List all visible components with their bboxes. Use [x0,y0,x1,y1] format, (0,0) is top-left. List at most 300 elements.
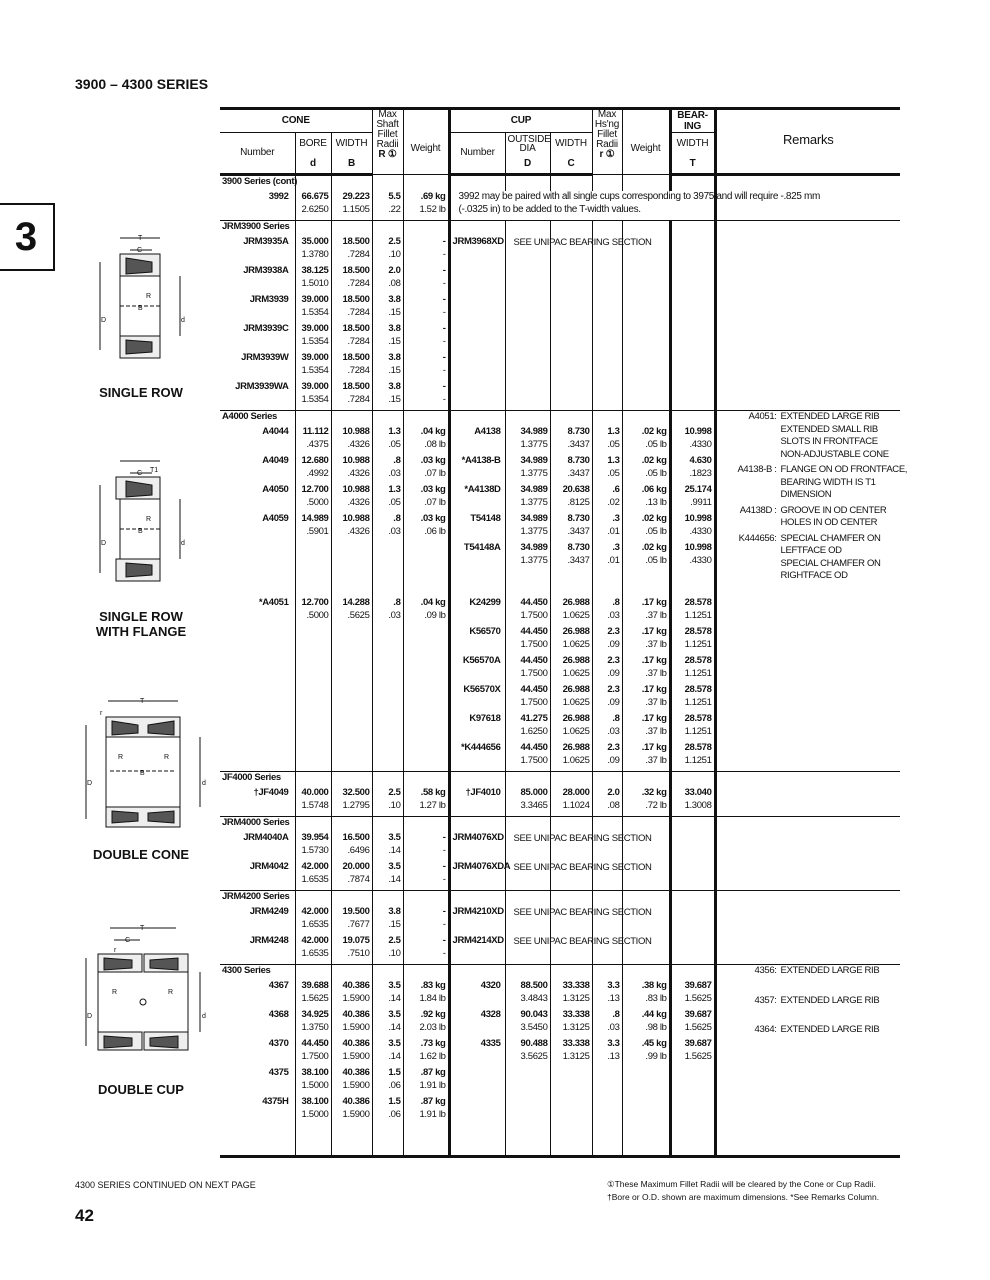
value-cell [670,323,715,352]
value-cell [331,513,372,542]
value-cell [331,426,372,455]
cone-number [220,542,295,571]
imperial-value: .15 [388,306,401,318]
imperial-value: 1.5000 [301,1108,329,1120]
label-line: WITH FLANGE [95,624,187,639]
value-cell [372,191,403,221]
metric-value: 28.578 [684,597,712,608]
metric-value: - [442,323,446,334]
metric-value: - [442,861,446,872]
imperial-value: .14 [388,844,401,856]
metric-value: .45 kg [641,1038,667,1049]
outside-dia-header: OUTSIDE DIA [505,133,550,155]
cup-number [449,381,505,411]
value-cell [670,935,715,965]
value-cell [592,742,622,772]
value-cell [505,655,550,684]
metric-value: 34.989 [520,513,548,524]
imperial-value: 1.1251 [684,667,712,679]
empty-cell [550,772,592,788]
value-cell [622,455,670,484]
value-cell [505,426,550,455]
diagram-letter: d [202,1013,206,1020]
imperial-value: .03 [607,609,620,621]
value-cell [295,455,331,484]
value-cell [550,597,592,626]
diagram-letter: C [137,470,143,477]
metric-value: .58 kg [420,787,446,798]
diagram-letter: d [202,780,206,787]
value-cell [372,323,403,352]
imperial-value: 1.91 lb [419,1079,446,1091]
imperial-value: 1.5900 [342,1079,370,1091]
imperial-value: .7284 [347,248,370,260]
cup-note-cell [505,861,652,891]
imperial-value: 3.3465 [520,799,548,811]
imperial-value: - [442,918,446,930]
metric-value: 40.386 [342,1009,370,1020]
value-cell [550,426,592,455]
empty-cell [449,221,505,237]
value-cell [372,1038,403,1067]
value-cell [505,1067,550,1096]
remark-key: A4051: [748,411,777,422]
remark-item [719,464,908,502]
metric-value: 28.578 [684,713,712,724]
value-cell [592,713,622,742]
metric-value: 42.000 [301,935,329,946]
value-cell [331,1038,372,1067]
metric-value: 1.5 [388,1096,401,1107]
value-cell [372,1067,403,1096]
cone-number: 4368 [268,1009,289,1020]
metric-value: 10.988 [342,455,370,466]
remark-item [719,1024,899,1037]
empty-cell [622,817,670,833]
value-cell [622,980,670,1009]
remark-key: 4356: [754,965,777,976]
metric-value: 3.8 [388,352,401,363]
empty-cell [449,891,505,907]
empty-cell [295,411,331,427]
empty-cell [449,411,505,427]
value-cell [505,381,550,411]
value-cell [670,832,715,861]
value-cell [331,236,372,265]
value-cell [403,323,449,352]
imperial-value: .02 [607,496,620,508]
imperial-value: - [442,277,446,289]
value-cell [403,597,449,626]
metric-value: 2.3 [607,626,620,637]
imperial-value: .09 [607,667,620,679]
cone-number: 4375 [268,1067,289,1078]
imperial-value: 3.4843 [520,992,548,1004]
cone-width-header: WIDTH [331,133,372,155]
empty-cell [670,411,715,427]
remark-text [781,533,881,583]
value-cell [372,542,403,571]
metric-value: 26.988 [562,742,590,753]
series-title: JRM3900 Series [220,221,295,237]
empty-cell [505,817,550,833]
metric-value: 39.000 [301,323,329,334]
value-cell [592,381,622,411]
imperial-value: - [442,873,446,885]
single-row-bearing-diagram [90,232,200,382]
metric-value: .17 kg [641,713,667,724]
value-cell [372,626,403,655]
diagram-letter: R [146,516,152,523]
metric-value: 26.988 [562,626,590,637]
value-cell [372,426,403,455]
bearing-width-symbol: T [670,155,715,175]
value-cell [592,1067,622,1096]
unipac-note: SEE UNIPAC BEARING SECTION [513,862,652,873]
metric-value: 39.688 [301,980,329,991]
imperial-value: .14 [388,873,401,885]
value-cell [592,626,622,655]
cone-number: JRM4042 [249,861,289,872]
value-cell [295,542,331,571]
metric-value: 34.989 [520,426,548,437]
value-cell [331,484,372,513]
value-cell [622,655,670,684]
value-cell [295,832,331,861]
value-cell [505,484,550,513]
metric-value: .92 kg [420,1009,446,1020]
metric-value: 2.5 [388,935,401,946]
imperial-value: .7284 [347,335,370,347]
value-cell [505,1096,550,1125]
value-cell [550,1038,592,1067]
imperial-value: .08 [388,277,401,289]
value-cell [372,655,403,684]
remark-item [719,533,899,583]
value-cell [331,935,372,965]
cup-width-header: WIDTH [550,133,592,155]
value-cell [592,787,622,817]
value-cell [670,265,715,294]
metric-value: .02 kg [641,455,667,466]
empty-cell [550,175,592,192]
metric-value: - [442,265,446,276]
metric-value: 44.450 [520,626,548,637]
metric-value: 28.578 [684,626,712,637]
metric-value: 18.500 [342,236,370,247]
remark-key: K444656: [738,532,777,544]
imperial-value: .37 lb [645,667,667,679]
value-cell [592,455,622,484]
continued-note: 4300 SERIES CONTINUED ON NEXT PAGE [75,1180,256,1190]
imperial-value: .7284 [347,393,370,405]
value-cell [403,265,449,294]
imperial-value: 1.3775 [520,496,548,508]
empty-cell [550,1125,592,1157]
value-cell [372,236,403,265]
value-cell [622,542,670,571]
imperial-value: .7677 [347,918,370,930]
imperial-value: .13 [607,992,620,1004]
remark-line: SPECIAL CHAMFER ON [780,557,881,569]
empty-cell [220,1125,295,1157]
max-shaft-fillet-header [372,109,403,175]
metric-value: 26.988 [562,597,590,608]
imperial-value: .4326 [347,496,370,508]
metric-value: 3.5 [388,1038,401,1049]
imperial-value: 1.1251 [684,638,712,650]
metric-value: 42.000 [301,861,329,872]
remark-item [719,505,899,530]
diagram-label-single-row-flange [71,609,211,639]
value-cell [295,655,331,684]
value-cell [505,626,550,655]
imperial-value: 1.5748 [301,799,329,811]
empty-cell [622,772,670,788]
empty-cell [592,965,622,981]
value-cell [622,426,670,455]
cup-number: K56570 [449,626,505,655]
diagram-letter: d [181,317,185,324]
empty-cell [505,221,550,237]
empty-cell [331,571,372,597]
value-cell [670,294,715,323]
metric-value: 34.925 [301,1009,329,1020]
imperial-value: .3437 [567,467,590,479]
value-cell [331,861,372,891]
value-cell [295,684,331,713]
metric-value: 44.450 [520,742,548,753]
metric-value: 44.450 [520,655,548,666]
metric-value: 2.5 [388,236,401,247]
cone-number: 4375H [262,1096,289,1107]
imperial-value: .3437 [567,438,590,450]
value-cell [331,832,372,861]
metric-value: .87 kg [420,1067,446,1078]
cup-number: *A4138D [449,484,505,513]
value-cell [622,1067,670,1096]
metric-value: 10.998 [684,426,712,437]
imperial-value: 1.3750 [301,1021,329,1033]
series-heading-row [220,411,900,427]
value-cell [331,713,372,742]
imperial-value: .4375 [306,438,329,450]
empty-cell [505,772,550,788]
empty-cell [622,1125,670,1157]
cone-number-header: Number [220,133,295,175]
imperial-value: 1.3125 [562,1050,590,1062]
metric-value: 12.700 [301,484,329,495]
cone-number [220,626,295,655]
imperial-value: .05 [607,438,620,450]
value-cell [592,265,622,294]
value-cell [295,191,331,221]
metric-value: 90.488 [520,1038,548,1049]
value-cell [670,684,715,713]
metric-value: 3.8 [388,323,401,334]
imperial-value: .06 [388,1108,401,1120]
value-cell [592,542,622,571]
value-cell [403,1038,449,1067]
diagram-letter: C [125,937,131,944]
remarks-cell [715,772,900,817]
remark-text [781,505,887,530]
value-cell [670,352,715,381]
imperial-value: 1.0625 [562,754,590,766]
value-cell [403,684,449,713]
metric-value: 42.000 [301,906,329,917]
imperial-value: .37 lb [645,754,667,766]
metric-value: 4.630 [689,455,712,466]
imperial-value: .1823 [689,467,712,479]
imperial-value: - [442,393,446,405]
imperial-value: .6496 [347,844,370,856]
imperial-value: .05 [607,467,620,479]
value-cell [550,323,592,352]
metric-value: 40.386 [342,1067,370,1078]
value-cell [670,655,715,684]
value-cell [622,713,670,742]
metric-value: 2.3 [607,684,620,695]
diagram-letter: R [112,989,118,996]
value-cell [331,265,372,294]
value-cell [505,542,550,571]
metric-value: 39.687 [684,980,712,991]
remark-key: A4138-B : [737,464,777,475]
metric-value: 1.3 [388,426,401,437]
metric-value: 3.8 [388,906,401,917]
remark-line: BEARING WIDTH IS T1 [780,476,876,488]
imperial-value: 1.3775 [520,467,548,479]
metric-value: .32 kg [641,787,667,798]
metric-value: 18.500 [342,323,370,334]
imperial-value: 1.0625 [562,725,590,737]
value-cell [295,713,331,742]
value-cell [372,484,403,513]
empty-cell [403,221,449,237]
empty-cell [403,817,449,833]
metric-value: 35.000 [301,236,329,247]
metric-value: .17 kg [641,742,667,753]
value-cell [295,426,331,455]
value-cell [295,352,331,381]
metric-value: .8 [393,597,401,608]
value-cell [331,542,372,571]
cup-number: JRM3968XD [449,236,505,265]
single-row-flange-bearing-diagram [90,455,200,605]
imperial-value: .03 [607,1021,620,1033]
imperial-value: .4330 [689,525,712,537]
imperial-value: .05 [388,438,401,450]
imperial-value: .06 lb [424,525,446,537]
value-cell [592,484,622,513]
value-cell [295,265,331,294]
value-cell [505,742,550,772]
value-cell [403,513,449,542]
table-body [220,175,908,1157]
metric-value: 3.8 [388,381,401,392]
metric-value: .04 kg [420,597,446,608]
value-cell [403,861,449,891]
imperial-value: - [442,306,446,318]
metric-value: .69 kg [420,191,446,202]
metric-value: - [442,236,446,247]
imperial-value: .98 lb [645,1021,667,1033]
remark-text [781,995,880,1008]
metric-value: 3.3 [607,980,620,991]
remark-text [781,965,880,978]
cone-number: JRM3939W [241,352,289,363]
empty-cell [592,175,622,192]
value-cell [550,1096,592,1125]
value-cell [592,980,622,1009]
imperial-value: 1.7500 [520,638,548,650]
metric-value: .02 kg [641,542,667,553]
series-title: JRM4200 Series [220,891,295,907]
value-cell [403,1096,449,1125]
empty-cell [403,411,449,427]
imperial-value: .09 [607,638,620,650]
value-cell [592,426,622,455]
value-cell [403,787,449,817]
value-cell [331,1067,372,1096]
unipac-note: SEE UNIPAC BEARING SECTION [513,237,652,248]
empty-cell [403,1125,449,1157]
bearing-width-header: WIDTH [670,133,715,155]
remark-key: A4138D : [739,504,777,516]
value-cell [295,980,331,1009]
section-tab: 3 [0,203,55,271]
imperial-value: .37 lb [645,696,667,708]
value-cell [505,713,550,742]
metric-value: 66.675 [301,191,329,202]
metric-value: - [442,935,446,946]
metric-value: 28.578 [684,655,712,666]
value-cell [331,352,372,381]
imperial-value: - [442,335,446,347]
imperial-value: 1.6535 [301,873,329,885]
imperial-value: 1.0625 [562,609,590,621]
label-line: SINGLE ROW [99,609,183,624]
imperial-value: .5625 [347,609,370,621]
value-cell [505,980,550,1009]
imperial-value: .5901 [306,525,329,537]
value-cell [622,265,670,294]
empty-cell [449,571,505,597]
empty-cell [622,965,670,981]
metric-value: 33.040 [684,787,712,798]
value-cell [295,787,331,817]
remark-text [781,464,908,502]
imperial-value: 1.5900 [342,1050,370,1062]
value-cell [295,597,331,626]
metric-value: 8.730 [567,542,590,553]
imperial-value: - [442,947,446,959]
diagram-letter: T [140,698,145,705]
imperial-value: .03 [388,467,401,479]
cup-header: CUP [449,109,592,133]
cone-number [220,655,295,684]
imperial-value: 1.3125 [562,992,590,1004]
value-cell [622,484,670,513]
remark-line: FLANGE ON OD FRONTFACE, [780,464,908,475]
imperial-value: 2.03 lb [419,1021,446,1033]
diagram-label-single-row: SINGLE ROW [99,385,183,400]
empty-cell [550,817,592,833]
metric-value: 3.5 [388,1009,401,1020]
metric-value: .04 kg [420,426,446,437]
metric-value: 1.3 [388,484,401,495]
